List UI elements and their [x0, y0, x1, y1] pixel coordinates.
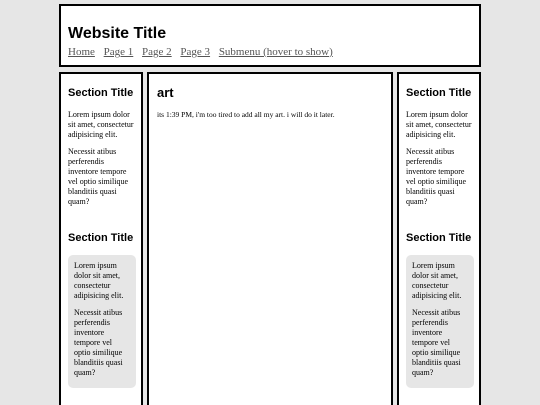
- nav-link-page-3[interactable]: Page 3: [180, 46, 211, 58]
- right-sidebar: [397, 72, 481, 405]
- section-title: Section Title: [406, 87, 472, 99]
- main-title: art: [157, 85, 174, 100]
- section-paragraph: Lorem ipsum dolor sit amet, consectetur adipisicing elit.: [406, 110, 472, 139]
- section-paragraph: Necessit atibus perferendis inventore tempore vel optio similique blanditiis quasi quam?: [406, 147, 466, 206]
- site-header: [59, 4, 481, 67]
- section-paragraph: Necessit atibus perferendis inventore tempore vel optio similique blanditiis quasi quam?: [74, 308, 123, 377]
- nav-link-page-1[interactable]: Page 1: [103, 46, 134, 58]
- nav-link-page-2[interactable]: Page 2: [142, 46, 172, 58]
- section-card: [68, 255, 136, 388]
- section-paragraph: Lorem ipsum dolor sit amet, consectetur adipisicing elit.: [68, 110, 134, 139]
- left-sidebar: [59, 72, 143, 405]
- main-content: [147, 72, 393, 405]
- section-title: Section Title: [406, 232, 472, 244]
- nav-link-home[interactable]: Home: [68, 46, 95, 58]
- section-title: Section Title: [68, 87, 134, 99]
- section-paragraph: Lorem ipsum dolor sit amet, consectetur adipisicing elit.: [412, 261, 462, 300]
- section-paragraph: Lorem ipsum dolor sit amet, consectetur adipisicing elit.: [74, 261, 124, 300]
- section-paragraph: Necessit atibus perferendis inventore tempore vel optio similique blanditiis quasi quam?: [412, 308, 461, 377]
- left-sidebar-section-2: [68, 231, 135, 388]
- site-title: Website Title: [68, 25, 167, 42]
- left-sidebar-section-1: [68, 86, 135, 207]
- section-title: Section Title: [68, 232, 134, 244]
- nav-bar: [68, 45, 479, 59]
- section-card: [406, 255, 474, 388]
- section-paragraph: Necessit atibus perferendis inventore tempore vel optio similique blanditiis quasi quam?: [68, 147, 128, 206]
- main-text: its 1:39 PM, i'm too tired to add all my art. i will do it later.: [157, 110, 335, 119]
- nav-link-submenu[interactable]: Submenu (hover to show): [218, 46, 333, 58]
- right-sidebar-section-2: [406, 231, 473, 388]
- right-sidebar-section-1: [406, 86, 473, 207]
